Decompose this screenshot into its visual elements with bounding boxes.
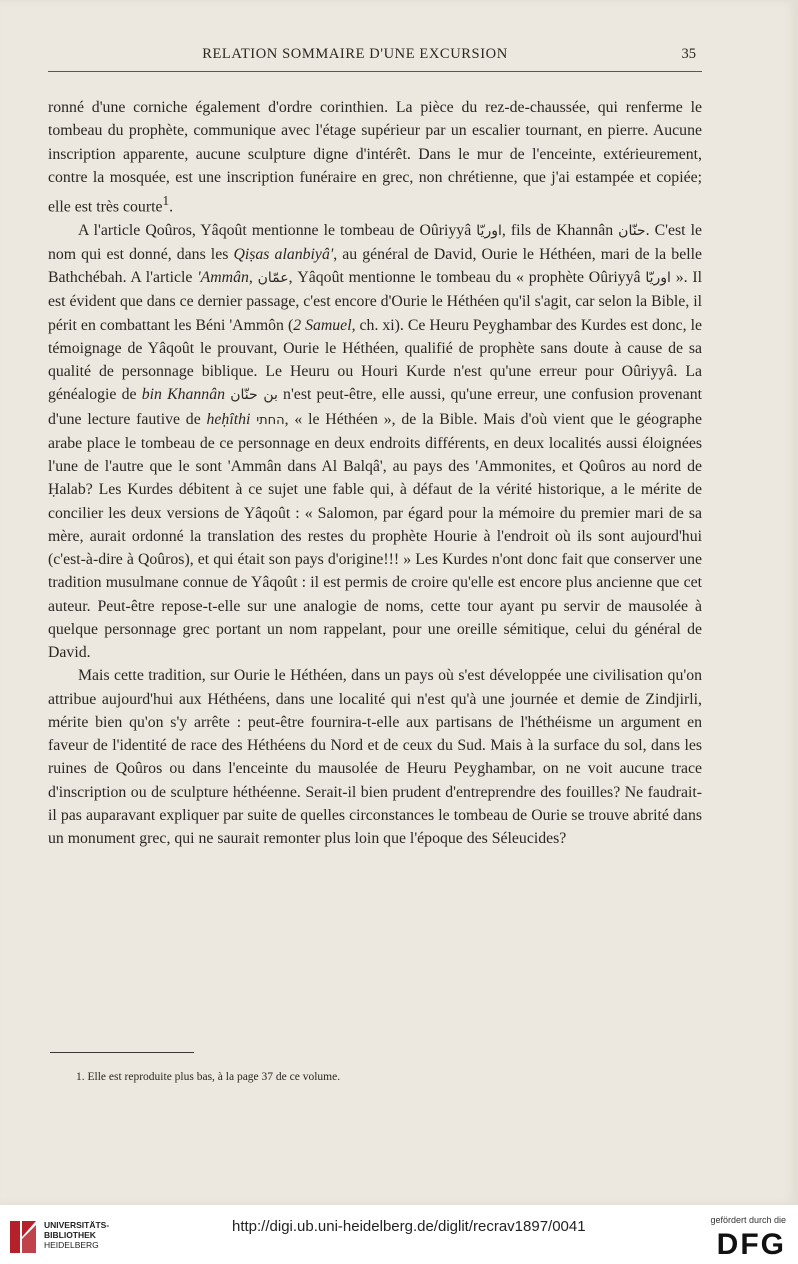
viewer-footer (0, 1205, 798, 1264)
running-head (50, 46, 700, 70)
header-rule (48, 71, 702, 72)
hebrew-text: החתי (256, 412, 285, 428)
body-text (48, 96, 702, 850)
paragraph-1: ronné d'une corniche également d'ordre corinthien. La pièce du rez-de-chaussée, qui renferme le tombeau du prophète, communique avec l'étage supérieur par un escalier tournant, en pierre. Aucune inscription apparente, aucune sculpture digne d'intérêt. Dans le mur de l'enceinte, extérieurement, contre la mosquée, est une inscription funéraire en grec, non chrétienne, que j'ai estampée et copiée; elle est très courte$^1$. (48, 99, 702, 216)
arabic-text: اوريّا (476, 222, 502, 239)
arabic-text: حنّان (618, 222, 646, 239)
permalink[interactable]: http://digi.ub.uni-heidelberg.de/diglit/recrav1897/0041 (232, 1218, 586, 1235)
dfg-logo[interactable]: DFG (716, 1228, 786, 1261)
footnote-ref: 1 (162, 193, 170, 208)
library-name: UNIVERSITÄTS- BIBLIOTHEK HEIDELBERG (44, 1220, 110, 1250)
sponsor-label: gefördert durch die (710, 1215, 786, 1225)
paragraph-2: A l'article Qoûros, Yâqoût mentionne le tombeau de Oûriyyâ اوريّا, fils de Khannân حنّان. C'est le nom qui est donné, dans les Qiṣas alanbiyâ', au général de David, Ourie le Héthéen, mari de la belle Bathchébah. A l'article 'Ammân, عمّان, Yâqoût mentionne le tombeau du « prophète Oûriyyâ اوريّا ». Il est évident que dans ce dernier passage, c'est encore d'Ourie le Héthéen qu'il s'agit, car selon la Bible, il périt en combattant les Béni 'Ammôn (2 Samuel, ch. xi). Ce Heuru Peyghambar des Kurdes est donc, le témoignage de Yâqoût le prouvant, Ourie le Héthéen, qualifié de prophète sans doute à cause de sa qualité de personnage biblique. Le Heuru ou Houri Kurde n'est qu'une erreur pour Oûriyyâ. La généalogie de bin Khannân بن حنّان n'est peut-être, elle aussi, qu'une erreur, une confusion provenant d'une lecture fautive de heḥîthi החתי, « le Héthéen », de la Bible. Mais d'où vient que le géographe arabe place le tombeau de ce personnage en deux endroits différents, en deux localités aussi éloignées l'une de l'autre que le sont 'Ammân dans Al Balqâ', au pays des 'Ammonites, et Qoûros au nord de Ḥalab? Les Kurdes débitent à ce sujet une fable qui, à défaut de la vérité historique, a le mérite de concilier les deux versions de Yâqoût : « Salomon, par égard pour la mémoire du premier mari de sa mère, aurait ordonné la translation des restes du prophète Hourie à l'endroit où ils sont aujourd'hui (c'est-à-dire à Qoûros), et qui était son pays d'origine!!! » Les Kurdes n'ont donc fait que conserver une tradition musulmane connue de Yâqoût : il est permis de croire qu'elle est encore plus ancienne que cet auteur. Peut-être repose-t-elle sur une analogie de noms, cette tour ayant pu servir de mausolée à quelque personnage grec portant un nom rappelant, pour une oreille sémitique, celui du général de David. (48, 221, 703, 662)
page-number: 35 (681, 46, 696, 62)
running-title: RELATION SOMMAIRE D'UNE EXCURSION (202, 46, 508, 62)
arabic-text: اوريّا (645, 270, 671, 287)
arabic-text: عمّان (257, 270, 289, 287)
footnote-rule (50, 1052, 194, 1053)
footnote: 1. Elle est reproduite plus bas, à la page 37 de ce volume. (76, 1071, 341, 1083)
university-library-logo[interactable] (8, 1217, 38, 1257)
arabic-text: بن حنّان (230, 387, 278, 404)
paragraph-3: Mais cette tradition, sur Ourie le Héthéen, dans un pays où s'est développée une civilisation qu'on attribue aujourd'hui aux Héthéens, dans une localité qui n'est qu'à une journée et demie de Zindjirli, mérite bien qu'on s'y arrête : peut-être fournira-t-elle aux partisans de l'héthéisme un argument en faveur de l'identité de race des Héthéens du Nord et de ceux du Sud. Mais à la surface du sol, dans les ruines de Qoûros ou dans l'enceinte du mausolée de Heuru Peyghambar, on ne voit aucune trace d'inscription ou de sculpture héthéenne. Serait-il bien prudent d'entreprendre des fouilles? Ne faudrait-il pas auparavant expliquer par suite de quelles circonstances le tombeau de Ourie se trouve abrité dans un monument grec, qui ne saurait remonter plus loin que l'époque des Séleucides? (48, 667, 702, 848)
